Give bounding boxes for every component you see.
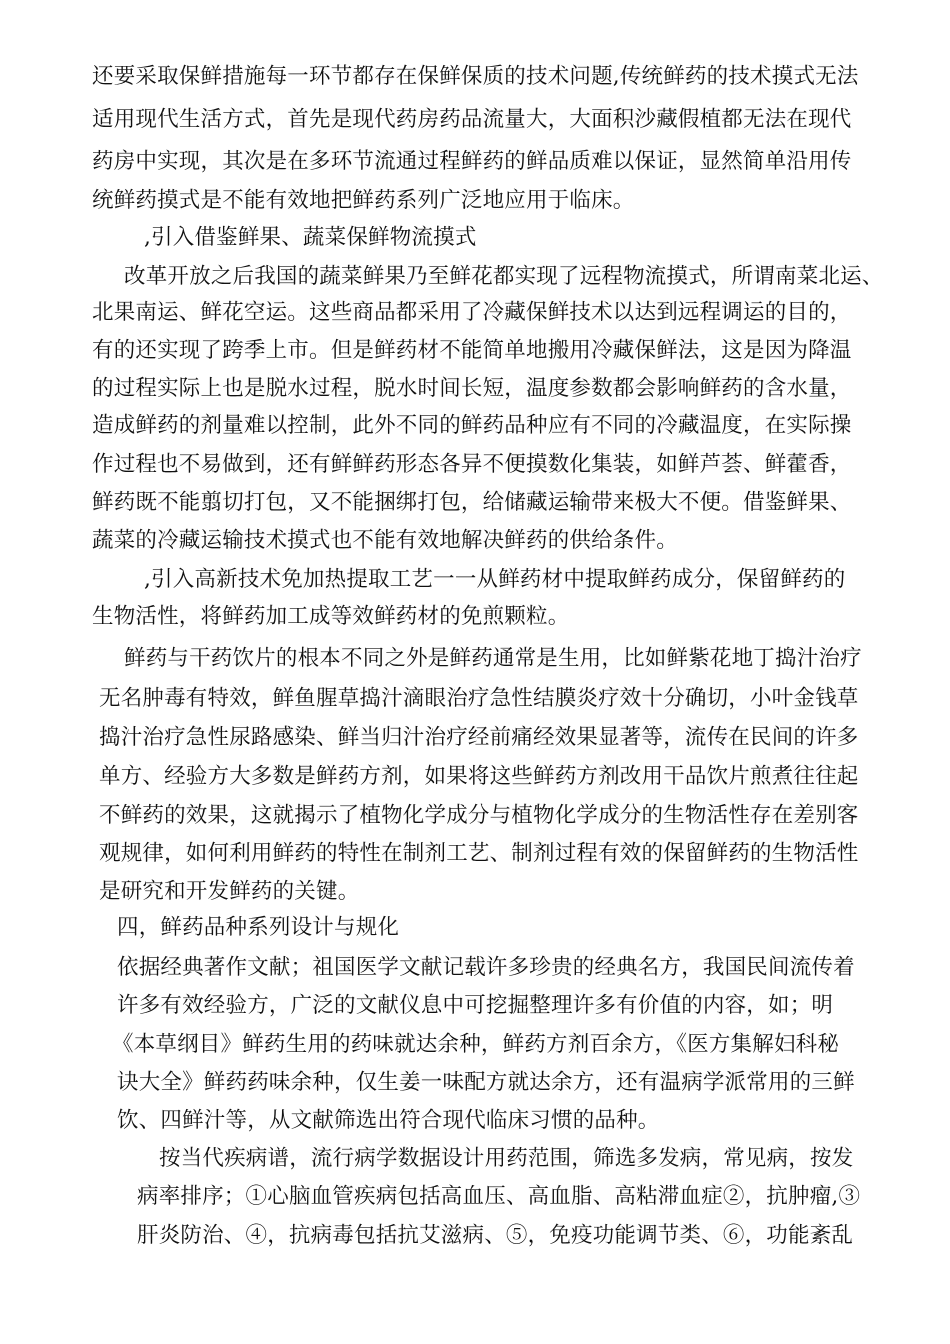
- text-line: 生物活性，将鲜药加工成等效鲜药材的免煎颗粒。: [92, 604, 570, 629]
- text-line: 还要采取保鲜措施每一环节都存在保鲜保质的技术问题,传统鲜药的技术摸式无法: [92, 64, 859, 89]
- text-line: 蔬菜的冷藏运输技术摸式也不能有效地解决鲜药的供给条件。: [92, 528, 678, 553]
- section-heading: ,引入借鉴鲜果、蔬菜保鲜物流摸式: [144, 225, 477, 250]
- text-line: 诀大全》鲜药药味余种，仅生姜一味配方就达余方，还有温病学派常用的三鲜: [117, 1070, 855, 1095]
- text-line: 是研究和开发鲜药的关键。: [99, 879, 360, 904]
- text-line: 病率排序；①心脑血管疾病包括高血压、高血脂、高粘滞血症②，抗肿瘤,③: [137, 1184, 861, 1209]
- text-line: 北果南运、鲜花空运。这些商品都采用了冷藏保鲜技术以达到远程调运的目的，: [92, 300, 852, 325]
- text-line: 药房中实现，其次是在多环节流通过程鲜药的鲜品质难以保证，显然简单沿用传: [92, 149, 852, 174]
- text-line: 有的还实现了跨季上市。但是鲜药材不能简单地搬用冷藏保鲜法，这是因为降温: [92, 338, 852, 363]
- text-line: 造成鲜药的剂量难以控制，此外不同的鲜药品种应有不同的冷藏温度，在实际操: [92, 413, 852, 438]
- text-line: 改革开放之后我国的蔬菜鲜果乃至鲜花都实现了远程物流摸式，所谓南菜北运、: [124, 264, 884, 289]
- text-line: 饮、四鲜汁等，从文献筛选出符合现代临床习惯的品种。: [117, 1108, 660, 1133]
- text-line: 《本草纲目》鲜药生用的药味就达余种，鲜药方剂百余方，《医方集解妇科秘: [112, 1032, 840, 1057]
- text-line: 鲜药与干药饮片的根本不同之外是鲜药通常是生用，比如鲜紫花地丁捣汁治疗: [124, 646, 862, 671]
- text-line: 按当代疾病谱，流行病学数据设计用药范围，筛选多发病，常见病，按发: [159, 1146, 854, 1171]
- text-line: 统鲜药摸式是不能有效地把鲜药系列广泛地应用于临床。: [92, 188, 635, 213]
- text-line: 鲜药既不能翦切打包，又不能捆绑打包，给储藏运输带来极大不便。借鉴鲜果、: [92, 490, 852, 515]
- text-line: 观规律，如何利用鲜药的特性在制剂工艺、制剂过程有效的保留鲜药的生物活性: [99, 841, 859, 866]
- text-line: 不鲜药的效果，这就揭示了植物化学成分与植物化学成分的生物活性存在差别客: [99, 803, 859, 828]
- text-line: 许多有效经验方，广泛的文献仪息中可挖掘整理许多有价值的内容，如；明: [117, 993, 834, 1018]
- text-line: 无名肿毒有特效，鲜鱼腥草捣汁滴眼治疗急性结膜炎疗效十分确切，小叶金钱草: [99, 686, 859, 711]
- section-heading: 四，鲜药品种系列设计与规化: [117, 915, 400, 940]
- text-line: 依据经典著作文献；祖国医学文献记载许多珍贵的经典名方，我国民间流传着: [117, 955, 855, 980]
- text-line: 单方、经验方大多数是鲜药方剂，如果将这些鲜药方剂改用干品饮片煎煮往往起: [99, 764, 859, 789]
- text-line: 肝炎防治、④，抗病毒包括抗艾滋病、⑤，免疫功能调节类、⑥，功能紊乱: [137, 1223, 854, 1248]
- text-line: 的过程实际上也是脱水过程，脱水时间长短，温度参数都会影响鲜药的含水量，: [92, 376, 852, 401]
- section-heading: ,引入高新技术免加热提取工艺一一从鲜药材中提取鲜药成分，保留鲜药的: [144, 567, 846, 592]
- text-line: 捣汁治疗急性尿路感染、鲜当归汁治疗经前痛经效果显著等，流传在民间的许多: [99, 725, 859, 750]
- text-line: 适用现代生活方式，首先是现代药房药品流量大，大面积沙藏假植都无法在现代: [92, 107, 852, 132]
- text-line: 作过程也不易做到，还有鲜鲜药形态各异不便摸数化集装，如鲜芦荟、鲜藿香，: [92, 452, 852, 477]
